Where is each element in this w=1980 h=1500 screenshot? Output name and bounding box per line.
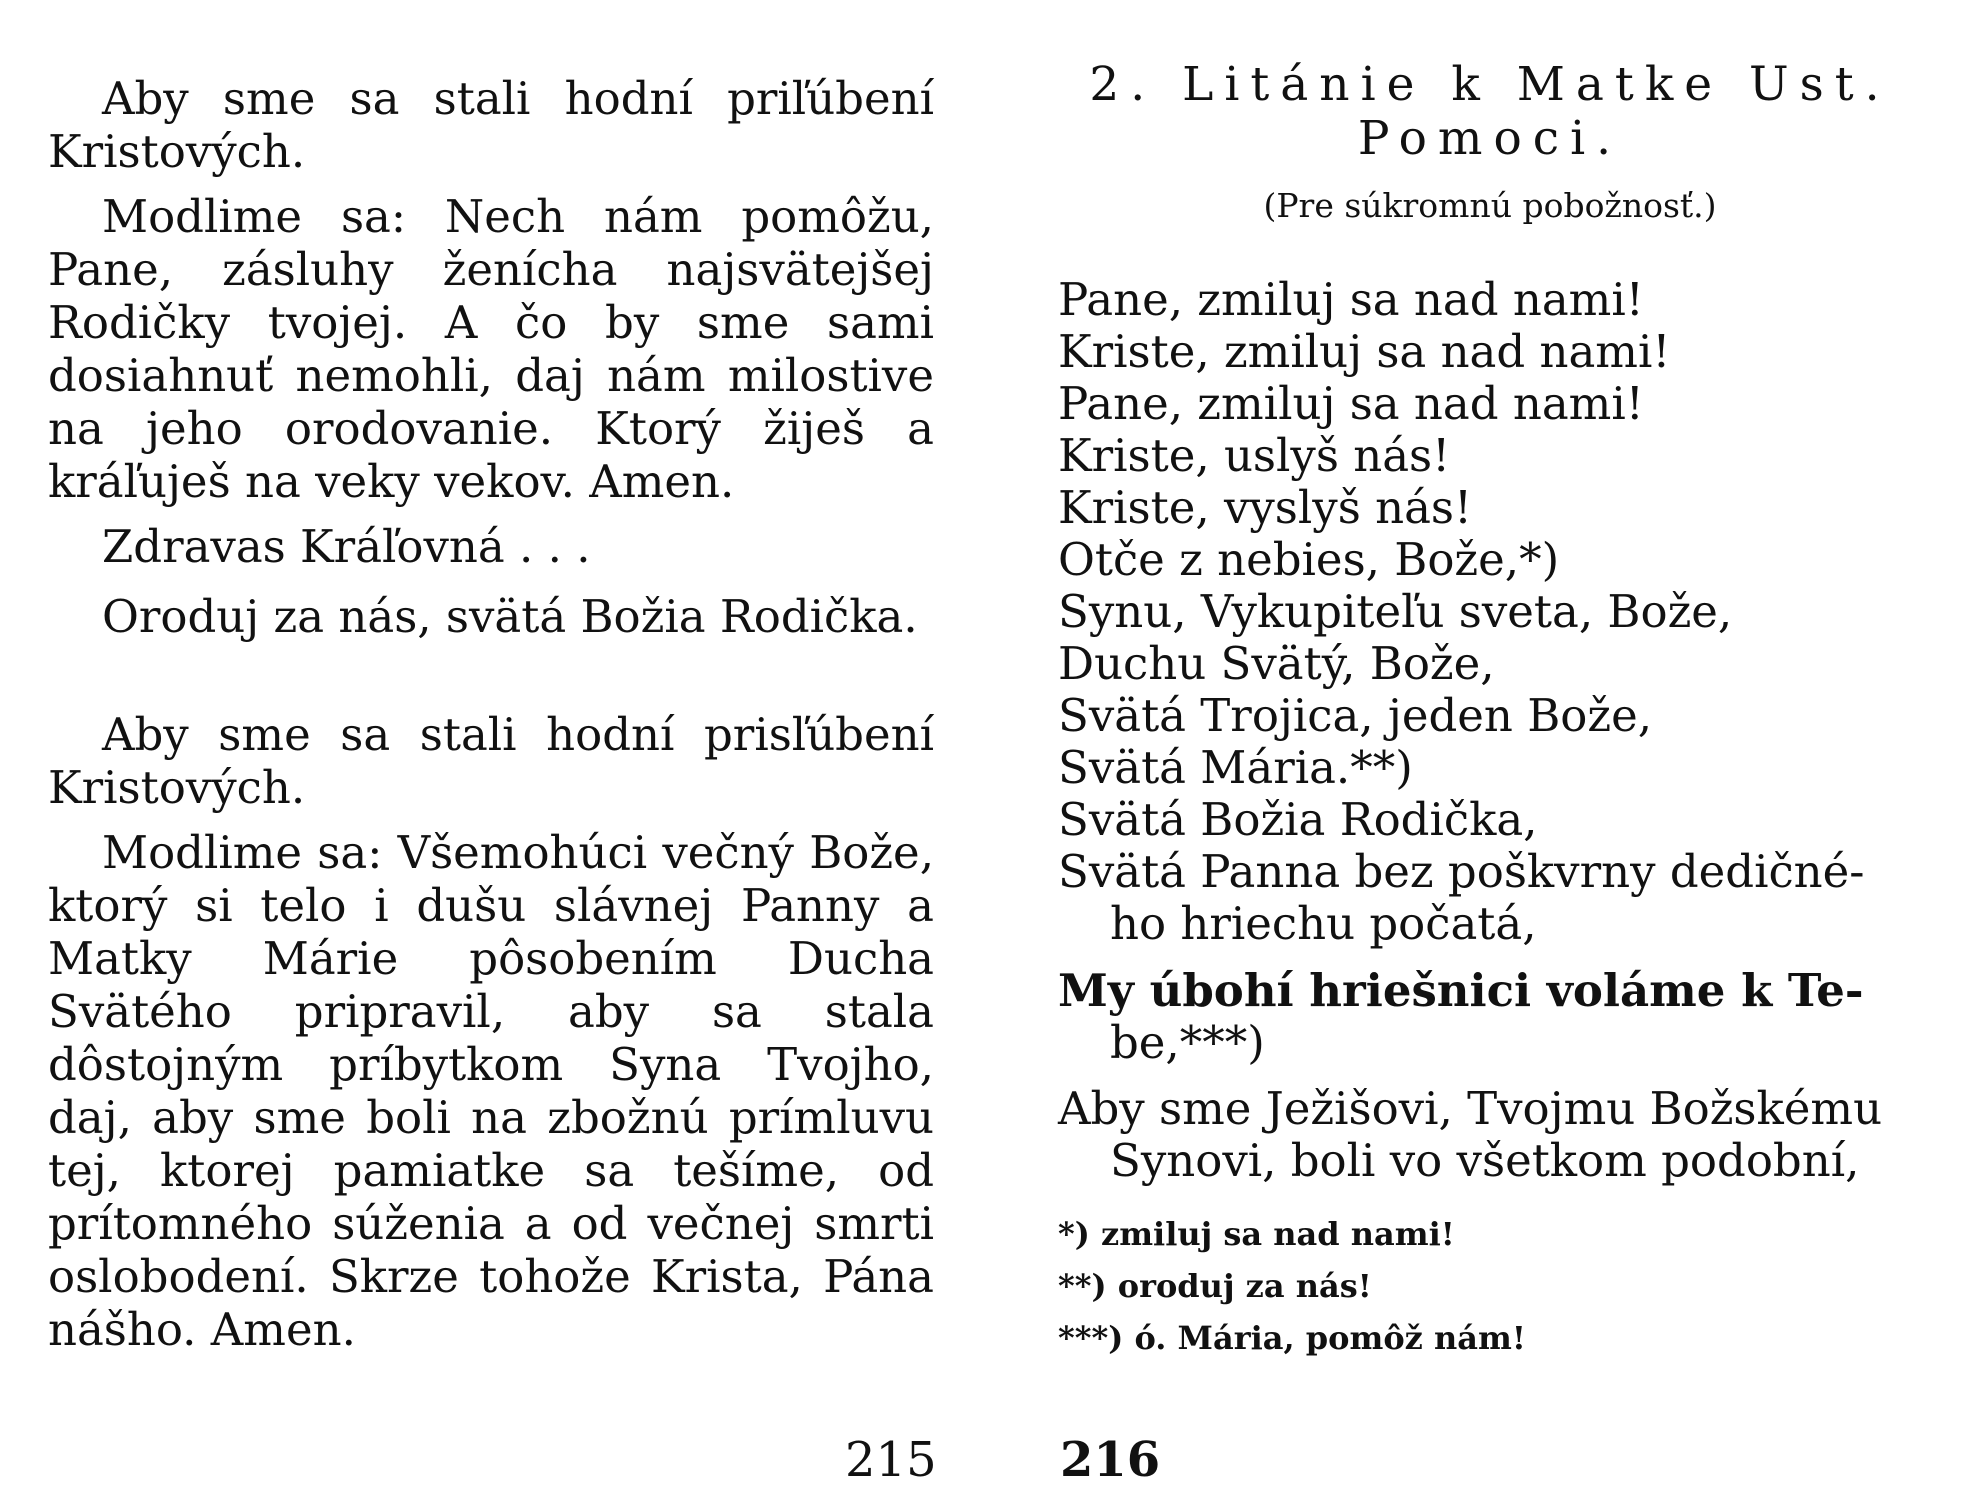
paragraph-text: Zdravas Kráľovná . . . <box>102 520 591 573</box>
litany-petition-aby-cont: Synovi, boli vo všetkom podobní, <box>1110 1134 1860 1187</box>
verse-text: My úbohí hriešnici voláme k Te- <box>1058 964 1864 1017</box>
litany-line: Pane, zmiluj sa nad nami! <box>1058 377 1644 430</box>
litany-line: Svätá Trojica, jeden Bože, <box>1058 689 1653 742</box>
left-paragraph-6 <box>48 826 934 1356</box>
footnote: **) oroduj za nás! <box>1058 1267 1372 1305</box>
left-paragraph-3 <box>48 520 934 573</box>
litany-line: Svätá Božia Rodička, <box>1058 793 1538 846</box>
paragraph-text: Aby sme sa stali hodní priľúbení Kristových. <box>48 72 934 178</box>
litany-line: Duchu Svätý, Bože, <box>1058 637 1495 690</box>
litany-line: Kriste, uslyš nás! <box>1058 429 1451 482</box>
litany-line: Otče z nebies, Bože,*) <box>1058 533 1560 586</box>
right-page <box>990 0 1980 1500</box>
footnote: ***) ó. Mária, pomôž nám! <box>1058 1319 1526 1357</box>
litany-line: Kriste, zmiluj sa nad nami! <box>1058 325 1671 378</box>
paragraph-text: Oroduj za nás, svätá Božia Rodička. <box>102 590 918 643</box>
litany-line: Kriste, vyslyš nás! <box>1058 481 1473 534</box>
left-paragraph-4 <box>48 590 934 643</box>
left-paragraph-5 <box>48 708 934 814</box>
litany-petition-aby: Aby sme Ježišovi, Tvojmu Božskému <box>1058 1082 1883 1135</box>
verse-text: Svätá Panna bez poškvrny dedičné- <box>1058 845 1865 898</box>
left-paragraph-1 <box>48 72 934 178</box>
section-title-line-2: Pomoci. <box>1357 111 1623 166</box>
litany-line: Synu, Vykupiteľu sveta, Bože, <box>1058 585 1733 638</box>
paragraph-text: Modlime sa: Všemohúci večný Bože, ktorý si telo i dušu slávnej Panny a Matky Márie pôsobením Ducha Svätého pripravil, aby sa stala dôstojným príbytkom Syna Tvojho, daj, aby sme boli na zbožnú prímluvu tej, ktorej pamiatke sa tešíme, od prítomného súženia a od večnej smrti oslobodení. Skrze tohože Krista, Pána nášho. Amen. <box>48 826 934 1356</box>
litany-verse-panna-cont: ho hriechu počatá, <box>1110 897 1537 950</box>
litany-line: Pane, zmiluj sa nad nami! <box>1058 273 1644 326</box>
litany-response-my <box>1058 965 1928 1017</box>
paragraph-text: Aby sme sa stali hodní prisľúbení Kristových. <box>48 708 934 814</box>
paragraph-text: Modlime sa: Nech nám pomôžu, Pane, zásluhy ženícha najsvätejšej Rodičky tvojej. A čo by sme sami dosiahnuť nemohli, daj nám milostive na jeho orodovanie. Ktorý žiješ a kráľuješ na veky vekov. Amen. <box>48 190 934 508</box>
litany-line: Svätá Mária.**) <box>1058 741 1413 794</box>
page-number-right: 216 <box>1060 1432 1161 1488</box>
litany-verse-panna <box>1058 846 1928 898</box>
left-paragraph-2 <box>48 190 934 508</box>
page-number-left: 215 <box>845 1432 937 1488</box>
section-title-line-1: 2. Litánie k Matke Ust. <box>1089 57 1891 112</box>
footnote: *) zmiluj sa nad nami! <box>1058 1215 1455 1253</box>
litany-response-my-cont: be,***) <box>1110 1016 1265 1069</box>
section-subtitle: (Pre súkromnú pobožnosť.) <box>1263 186 1717 225</box>
